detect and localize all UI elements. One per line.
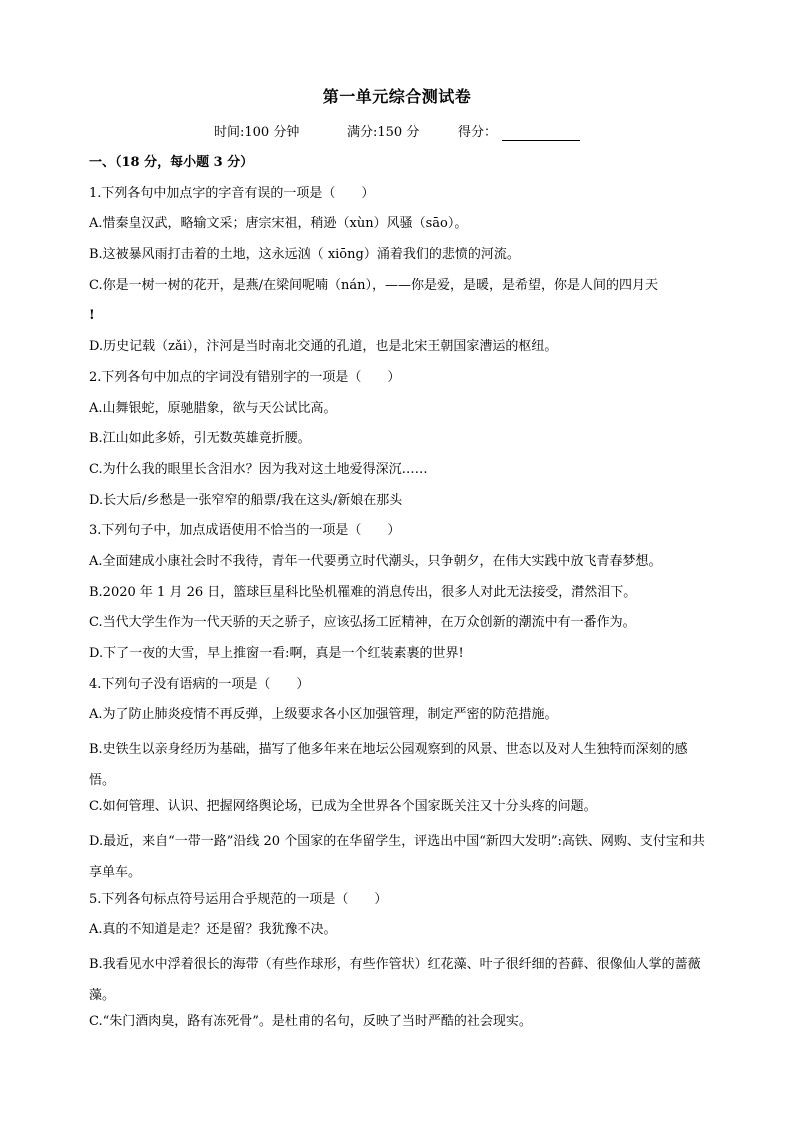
score-blank-line <box>502 140 580 141</box>
page-title: 第一单元综合测试卷 <box>322 87 472 106</box>
full-marks: 满分:150 分 <box>347 125 420 140</box>
question-2-option-c: C.为什么我的眼里长含泪水？因为我对这土地爱得深沉…… <box>89 461 428 477</box>
question-4-option-c: C.如何管理、认识、把握网络舆论场，已成为全世界各个国家既关注又十分头疼的问题。 <box>89 799 597 815</box>
section-heading: 一、（18 分，每小题 3 分） <box>89 155 254 170</box>
question-1-option-c: C.你是一树一树的花开，是燕/在梁间呢喃（nán），——你是爱，是暖，是希望，你是人间的四月天 <box>89 277 658 293</box>
question-4-option-a: A.为了防止肺炎疫情不再反弹，上级要求各小区加强管理，制定严密的防范措施。 <box>89 707 558 723</box>
question-1-option-d: D.历史记载（zǎi），汴河是当时南北交通的孔道，也是北宋王朝国家漕运的枢纽。 <box>89 339 558 355</box>
question-4: 4.下列句子没有语病的一项是（ ） <box>89 676 310 692</box>
exam-meta <box>0 123 794 143</box>
question-5-option-a: A.真的不知道是走？还是留？我犹豫不决。 <box>89 922 337 938</box>
section-1 <box>89 152 707 1042</box>
question-5-option-b: B.我看见水中浮着很长的海带（有些作球形，有些作管状）红花藻、叶子很纤细的苔藓、很像仙人掌的蔷薇藻。 <box>89 956 701 1003</box>
question-5-option-c: C.“朱门酒肉臭，路有冻死骨”。是杜甫的名句，反映了当时严酷的社会现实。 <box>89 1014 532 1030</box>
question-2-option-a: A.山舞银蛇，原驰腊象，欲与天公试比高。 <box>89 400 337 416</box>
question-1-option-a: A.惜秦皇汉武，略输文采；唐宗宋祖，稍逊（xùn）风骚（sāo）。 <box>89 216 468 232</box>
question-1-option-b: B.这被暴风雨打击着的土地，这永远汹（ xiōng）涌着我们的悲愤的河流。 <box>89 247 520 263</box>
question-3-option-b: B.2020 年 1 月 26 日，篮球巨星科比坠机罹难的消息传出，很多人对此无法接受，潸然泪下。 <box>89 584 637 600</box>
question-5: 5.下列各句标点符号运用合乎规范的一项是（ ） <box>89 891 388 907</box>
question-1: 1.下列各句中加点字的字音有误的一项是（ ） <box>89 185 375 201</box>
question-4-option-b: B.史铁生以亲身经历为基础，描写了他多年来在地坛公园观察到的风景、世态以及对人生独特而深刻的感悟。 <box>89 742 688 788</box>
question-3-option-d: D.下了一夜的大雪，早上推窗一看:啊，真是一个红装素裹的世界! <box>89 646 464 661</box>
question-1-option-c-continued: ! <box>89 308 95 324</box>
time-limit: 时间:100 分钟 <box>214 125 300 140</box>
score-label: 得分： <box>458 125 498 140</box>
question-3-option-a: A.全面建成小康社会时不我待，青年一代要勇立时代潮头，只争朝夕，在伟大实践中放飞青春梦想。 <box>89 553 662 569</box>
question-2-option-d: D.长大后/乡愁是一张窄窄的船票/我在这头/新娘在那头 <box>89 492 403 508</box>
question-3: 3.下列句子中，加点成语使用不恰当的一项是（ ） <box>89 523 401 539</box>
question-2-option-b: B.江山如此多娇，引无数英雄竟折腰。 <box>89 431 311 447</box>
question-3-option-c: C.当代大学生作为一代天骄的天之骄子，应该弘扬工匠精神，在万众创新的潮流中有一番作为。 <box>89 615 636 631</box>
question-4-option-d: D.最近，来自“一带一路”沿线 20 个国家的在华留学生，评选出中国“新四大发明”:高铁、网购、支付宝和共享单车。 <box>89 834 705 880</box>
question-2: 2.下列各句中加点的字词没有错别字的一项是（ ） <box>89 369 401 385</box>
